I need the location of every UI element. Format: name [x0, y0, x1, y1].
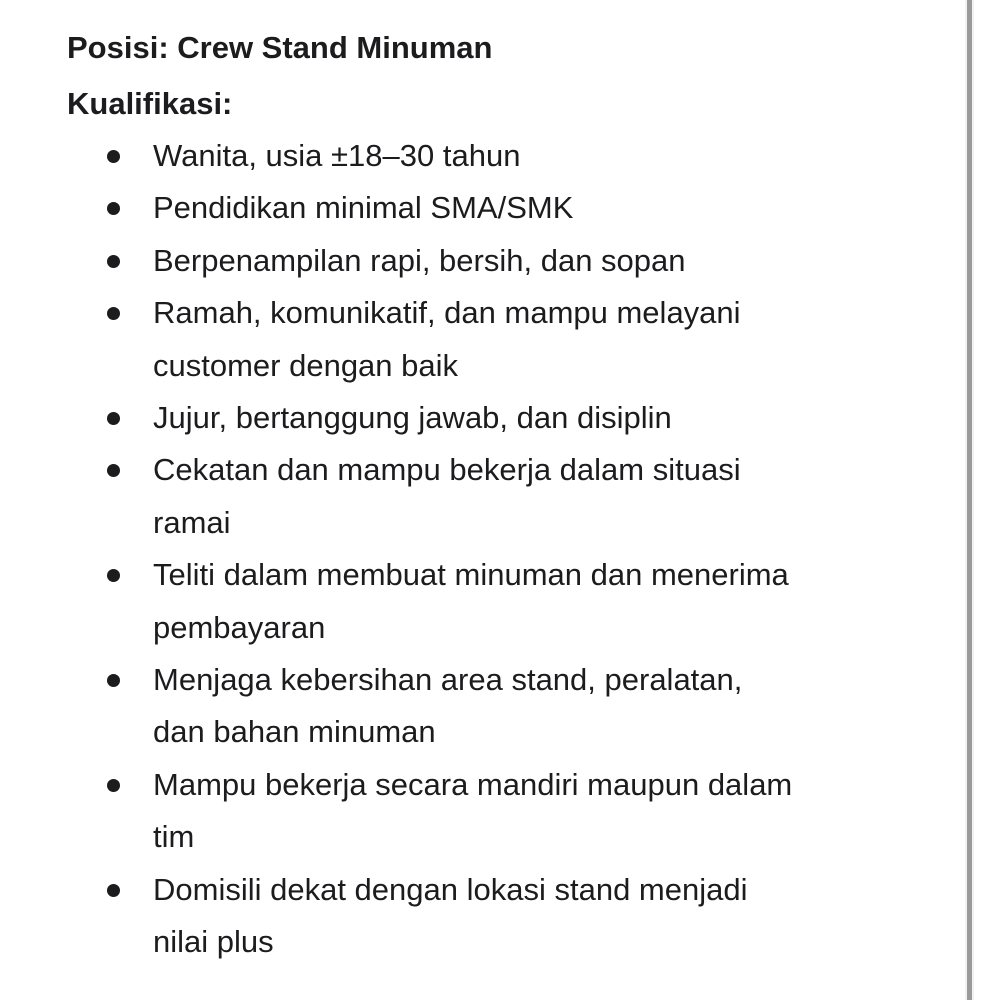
qualification-item	[67, 130, 937, 182]
qualification-item	[67, 392, 937, 444]
qualification-text: Berpenampilan rapi, bersih, dan sopan	[153, 242, 686, 278]
qualifications-list	[67, 130, 937, 969]
qualification-text: Teliti dalam membuat minuman dan menerima pembayaran	[153, 557, 789, 645]
bullet-icon	[107, 150, 120, 163]
qualification-item	[67, 864, 937, 969]
qualification-text: Cekatan dan mampu bekerja dalam situasi ramai	[153, 452, 741, 540]
qualification-item	[67, 759, 937, 864]
qualification-text: Menjaga kebersihan area stand, peralatan, dan bahan minuman	[153, 662, 743, 750]
qualification-text: Ramah, komunikatif, dan mampu melayani customer dengan baik	[153, 295, 741, 383]
bullet-icon	[107, 412, 120, 425]
job-posting	[67, 22, 937, 969]
qualification-text: Domisili dekat dengan lokasi stand menjadi nilai plus	[153, 871, 748, 960]
qualifications-heading: Kualifikasi:	[67, 86, 233, 121]
bullet-icon	[107, 779, 120, 792]
bullet-icon	[107, 674, 120, 687]
bullet-icon	[107, 202, 120, 215]
qualification-text: Jujur, bertanggung jawab, dan disiplin	[153, 400, 672, 436]
qualification-item	[67, 235, 937, 287]
bullet-icon	[107, 464, 120, 477]
qualification-text: Mampu bekerja secara mandiri maupun dalam tim	[153, 766, 793, 855]
position-title: Posisi: Crew Stand Minuman	[67, 30, 493, 65]
qualification-item	[67, 444, 937, 549]
qualification-item	[67, 182, 937, 234]
qualification-text: Pendidikan minimal SMA/SMK	[153, 190, 574, 226]
bullet-icon	[107, 255, 120, 268]
bullet-icon	[107, 884, 120, 897]
qualification-item	[67, 549, 937, 654]
qualification-item	[67, 287, 937, 392]
qualification-text: Wanita, usia ±18–30 tahun	[153, 138, 521, 173]
bullet-icon	[107, 307, 120, 320]
scrollbar-thumb[interactable]	[967, 0, 972, 1000]
qualification-item	[67, 654, 937, 759]
bullet-icon	[107, 569, 120, 582]
